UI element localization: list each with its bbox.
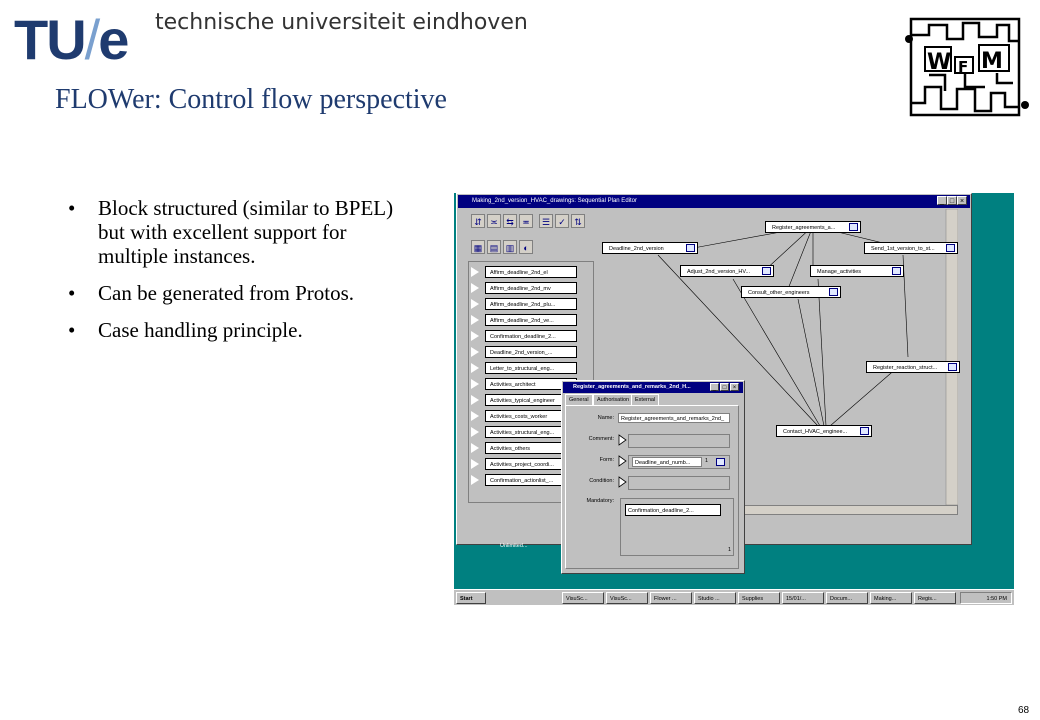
form-icon <box>948 363 957 371</box>
window-title: Making_2nd_version_HVAC_drawings: Sequential Plan Editor <box>472 198 637 204</box>
activity-connector-icon <box>471 299 479 309</box>
dialog-minimize-button[interactable]: _ <box>710 383 719 391</box>
activity-item[interactable]: Activities_project_coordi... <box>485 458 577 470</box>
mandatory-count: 1 <box>727 547 731 553</box>
condition-field[interactable] <box>628 476 730 490</box>
dialog-maximize-button[interactable]: □ <box>720 383 729 391</box>
form-icon <box>860 427 869 435</box>
bullet-item <box>68 318 413 342</box>
taskbar-item[interactable]: Supplies <box>738 592 780 604</box>
node-adjust[interactable]: Adjust_2nd_version_HV... <box>680 265 774 277</box>
tue-logo <box>14 10 127 70</box>
close-button[interactable]: × <box>957 196 967 205</box>
join-icon[interactable]: ≖ <box>519 214 533 228</box>
node-send[interactable]: Send_1st_version_to_st... <box>864 242 958 254</box>
mandatory-label: Mandatory: <box>586 498 614 504</box>
node-register[interactable]: Register_agreements_a... <box>765 221 861 233</box>
activity-item[interactable]: Confirmation_actionlist_... <box>485 474 577 486</box>
activity-connector-icon <box>471 347 479 357</box>
node-consult[interactable]: Consult_other_engineers <box>741 286 841 298</box>
status-text: Unlimited... <box>500 543 528 549</box>
minimize-button[interactable]: _ <box>937 196 947 205</box>
activity-connector-icon <box>471 331 479 341</box>
system-clock: 1:50 PM <box>960 592 1012 604</box>
wfm-letter-m: M <box>981 49 1003 74</box>
people-icon <box>829 288 838 296</box>
activity-item[interactable]: Affirm_deadline_2nd_mv <box>485 282 577 294</box>
dialog-close-button[interactable]: × <box>730 383 739 391</box>
comment-field[interactable] <box>628 434 730 448</box>
logo-slash: / <box>84 8 99 71</box>
activity-item[interactable]: Activities_structural_eng... <box>485 426 577 438</box>
sort-icon[interactable]: ⇅ <box>571 214 585 228</box>
activity-item[interactable]: Affirm_deadline_2nd_plu... <box>485 298 577 310</box>
activity-item[interactable]: Activities_architect <box>485 378 577 390</box>
wfm-letter-f: F <box>958 58 969 76</box>
form-icon <box>849 223 858 231</box>
taskbar <box>454 589 1014 605</box>
bullet-dot: • <box>68 318 76 342</box>
activity-item[interactable]: Deadline_2nd_version_... <box>485 346 577 358</box>
taskbar-item[interactable]: Flower ... <box>650 592 692 604</box>
activity-connector-icon <box>471 315 479 325</box>
activity-connector-icon <box>471 379 479 389</box>
activity-connector-icon <box>471 475 479 485</box>
activity-item[interactable]: Activities_others <box>485 442 577 454</box>
tree-icon[interactable]: ▤ <box>487 240 501 254</box>
node-manage[interactable]: Manage_activities <box>810 265 904 277</box>
activity-connector-icon <box>471 443 479 453</box>
tab-general[interactable]: General <box>565 394 593 405</box>
start-button[interactable]: Start <box>456 592 486 604</box>
activity-item[interactable]: Activities_costs_worker <box>485 410 577 422</box>
taskbar-item[interactable]: VisuSc... <box>606 592 648 604</box>
activity-connector-icon <box>471 459 479 469</box>
activity-item[interactable]: Affirm_deadline_2nd_ve... <box>485 314 577 326</box>
wfm-logo <box>905 17 1030 120</box>
taskbar-item[interactable]: Regis... <box>914 592 956 604</box>
activity-item[interactable]: Activities_typical_engineer <box>485 394 577 406</box>
activity-item[interactable]: Letter_to_structural_eng... <box>485 362 577 374</box>
grid-icon[interactable]: ▦ <box>471 240 485 254</box>
activity-item[interactable]: Confirmation_deadline_2... <box>485 330 577 342</box>
bullet-item <box>68 196 413 268</box>
node-reaction[interactable]: Register_reaction_struct... <box>866 361 960 373</box>
page-number: 68 <box>1018 705 1030 716</box>
activity-connector-icon <box>471 363 479 373</box>
taskbar-item[interactable]: 15/01/... <box>782 592 824 604</box>
mandatory-item[interactable]: Confirmation_deadline_2... <box>625 504 721 516</box>
list-icon[interactable]: ☰ <box>539 214 553 228</box>
form-icon <box>716 458 725 466</box>
form-count: 1 <box>705 458 709 464</box>
taskbar-item[interactable]: VisuSc... <box>562 592 604 604</box>
node-contact[interactable]: Contact_HVAC_enginee... <box>776 425 872 437</box>
form-icon[interactable]: ▥ <box>503 240 517 254</box>
bullet-text: Block structured (similar to BPEL) but with excellent support for multiple instances. <box>98 196 394 268</box>
form-icon <box>946 244 955 252</box>
properties-dialog <box>561 380 745 574</box>
editor-toolbar <box>469 212 591 232</box>
form-icon <box>892 267 901 275</box>
deadline-icon <box>686 244 695 252</box>
form-value[interactable]: Deadline_and_numb... <box>632 457 702 467</box>
university-name: technische universiteit eindhoven <box>155 10 528 35</box>
condition-label: Condition: <box>589 478 614 484</box>
bullet-text: Case handling principle. <box>98 318 303 342</box>
logo-tu: TU <box>14 8 85 71</box>
toggle-icon[interactable]: ◐ <box>519 240 533 254</box>
flower-screenshot <box>454 193 1014 605</box>
taskbar-item[interactable]: Making... <box>870 592 912 604</box>
node-deadline[interactable]: Deadline_2nd_version <box>602 242 698 254</box>
bullet-dot: • <box>68 281 76 305</box>
slide-title: FLOWer: Control flow perspective <box>55 84 447 115</box>
connector-icons <box>618 433 628 493</box>
form-label: Form: <box>599 457 614 463</box>
wfm-letter-w: W <box>927 50 952 75</box>
taskbar-item[interactable]: Docum... <box>826 592 868 604</box>
name-label: Name: <box>597 415 614 421</box>
bullet-item <box>68 281 413 305</box>
bullet-text: Can be generated from Protos. <box>98 281 355 305</box>
window-titlebar <box>458 195 970 208</box>
logo-e: e <box>98 8 128 71</box>
mandatory-list[interactable] <box>620 498 734 556</box>
check-icon[interactable]: ✓ <box>555 214 569 228</box>
form-field[interactable] <box>628 455 730 469</box>
tab-authorisation[interactable]: Authorisation <box>593 394 633 405</box>
activity-item[interactable]: Affirm_deadline_2nd_el <box>485 266 577 278</box>
activity-connector-icon <box>471 427 479 437</box>
merge-icon[interactable]: ≍ <box>487 214 501 228</box>
name-field[interactable]: Register_agreements_and_remarks_2nd_ <box>618 413 730 423</box>
branch-icon[interactable]: ⇆ <box>503 214 517 228</box>
tab-external[interactable]: External <box>631 394 659 405</box>
split-icon[interactable]: ⇵ <box>471 214 485 228</box>
activity-connector-icon <box>471 395 479 405</box>
form-icon <box>762 267 771 275</box>
bullet-dot: • <box>68 196 76 220</box>
activity-connector-icon <box>471 267 479 277</box>
bullet-list <box>68 196 413 355</box>
activity-connector-icon <box>471 283 479 293</box>
general-panel <box>565 405 739 569</box>
dialog-title: Register_agreements_and_remarks_2nd_H... <box>573 384 691 390</box>
maximize-button[interactable]: □ <box>947 196 957 205</box>
comment-label: Comment: <box>588 436 614 442</box>
activity-connector-icon <box>471 411 479 421</box>
taskbar-item[interactable]: Studio ... <box>694 592 736 604</box>
view-toolbar <box>469 238 591 258</box>
